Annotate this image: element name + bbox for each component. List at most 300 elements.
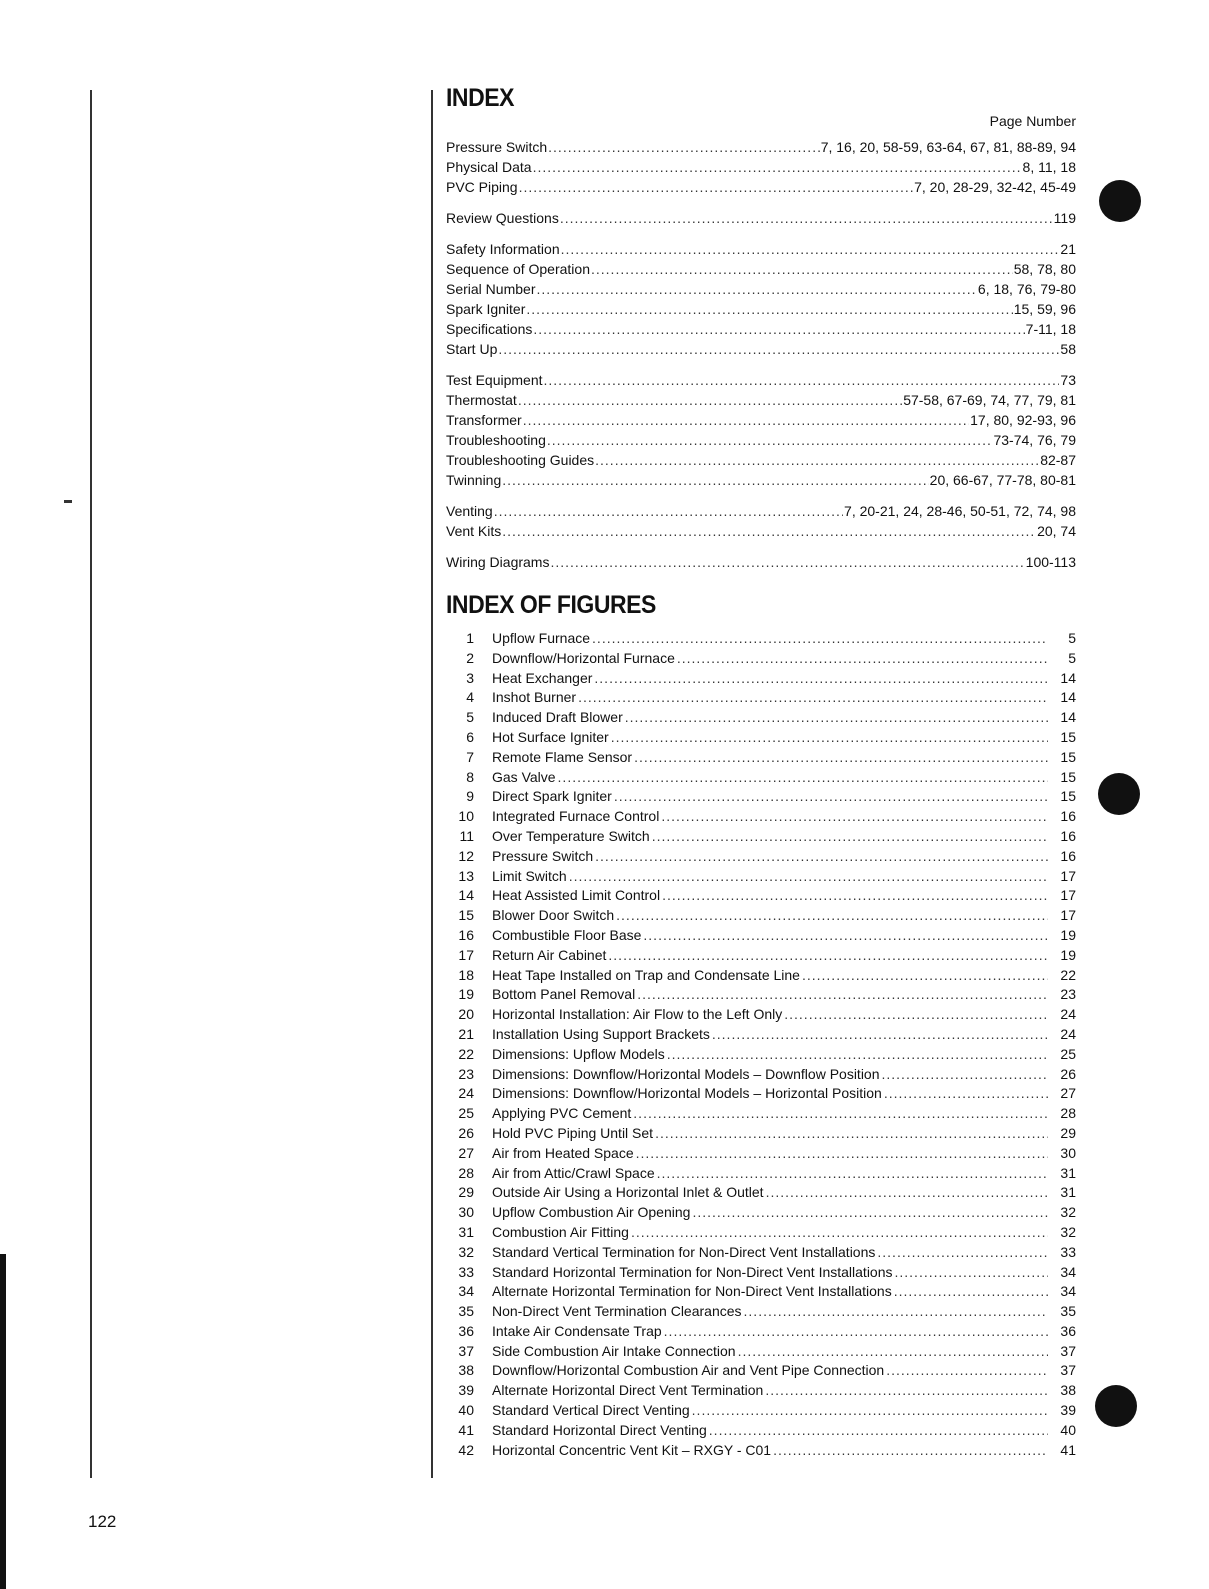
figure-page: 31 bbox=[1060, 1164, 1076, 1181]
index-pages: 73 bbox=[1060, 372, 1076, 388]
figure-number: 17 bbox=[458, 946, 474, 963]
page-number: 122 bbox=[88, 1512, 117, 1531]
dot-leader bbox=[498, 339, 1059, 359]
dot-leader bbox=[744, 1302, 1048, 1322]
figure-entry bbox=[446, 867, 1076, 887]
index-term: Wiring Diagrams bbox=[446, 554, 550, 570]
figure-number: 4 bbox=[466, 689, 474, 706]
dot-leader bbox=[886, 1361, 1048, 1381]
dot-leader bbox=[884, 1084, 1048, 1104]
figure-page: 40 bbox=[1060, 1421, 1076, 1438]
figure-entry bbox=[446, 1361, 1076, 1381]
index-term: Troubleshooting Guides bbox=[446, 452, 595, 468]
figure-title: Limit Switch bbox=[492, 867, 567, 884]
figure-entry bbox=[446, 1144, 1076, 1164]
figure-title: Downflow/Horizontal Combustion Air and Vent Pipe Connection bbox=[492, 1362, 885, 1379]
margin-tick-mark bbox=[64, 500, 72, 503]
index-pages: 7, 16, 20, 58-59, 63-64, 67, 81, 88-89, 94 bbox=[820, 139, 1076, 155]
figure-entry bbox=[446, 1322, 1076, 1342]
figure-number: 31 bbox=[458, 1223, 474, 1240]
figure-title: Gas Valve bbox=[492, 768, 556, 785]
figure-entry bbox=[446, 688, 1076, 708]
figure-number: 14 bbox=[458, 887, 474, 904]
figure-entry bbox=[446, 1084, 1076, 1104]
figure-number: 24 bbox=[458, 1085, 474, 1102]
figure-number: 27 bbox=[458, 1144, 474, 1161]
figure-title: Standard Vertical Termination for Non-Direct Vent Installations bbox=[492, 1243, 876, 1260]
figure-page: 37 bbox=[1060, 1362, 1076, 1379]
index-term: Venting bbox=[446, 503, 493, 519]
figure-page: 14 bbox=[1060, 689, 1076, 706]
figure-entry bbox=[446, 669, 1076, 689]
dot-leader bbox=[595, 847, 1048, 867]
index-pages: 58, 78, 80 bbox=[1013, 261, 1076, 277]
figure-page: 23 bbox=[1060, 986, 1076, 1003]
index-term: Spark Igniter bbox=[446, 301, 526, 317]
figure-page: 17 bbox=[1060, 867, 1076, 884]
figure-number: 38 bbox=[458, 1362, 474, 1379]
index-entry bbox=[446, 339, 1076, 359]
figure-number: 20 bbox=[458, 1006, 474, 1023]
figure-entry bbox=[446, 728, 1076, 748]
figure-entry bbox=[446, 985, 1076, 1005]
figure-number: 7 bbox=[466, 748, 474, 765]
index-term: Specifications bbox=[446, 321, 533, 337]
figure-number: 19 bbox=[458, 986, 474, 1003]
figure-number: 5 bbox=[466, 709, 474, 726]
figure-entry bbox=[446, 847, 1076, 867]
index-pages: 100-113 bbox=[1025, 554, 1076, 570]
dot-leader bbox=[536, 279, 976, 299]
dot-leader bbox=[664, 1322, 1048, 1342]
dot-leader bbox=[692, 1401, 1048, 1421]
figure-title: Blower Door Switch bbox=[492, 907, 615, 924]
index-entry bbox=[446, 239, 1076, 259]
figure-number: 13 bbox=[458, 867, 474, 884]
figure-entry bbox=[446, 768, 1076, 788]
figure-title: Remote Flame Sensor bbox=[492, 748, 633, 765]
scan-edge-shadow bbox=[0, 1254, 6, 1589]
figure-number: 3 bbox=[466, 669, 474, 686]
dot-leader bbox=[547, 430, 993, 450]
figure-entry bbox=[446, 906, 1076, 926]
figure-page: 16 bbox=[1060, 808, 1076, 825]
figure-page: 34 bbox=[1060, 1283, 1076, 1300]
dot-leader bbox=[657, 1164, 1048, 1184]
figure-title: Combustible Floor Base bbox=[492, 926, 642, 943]
index-pages: 7, 20-21, 24, 28-46, 50-51, 72, 74, 98 bbox=[844, 503, 1076, 519]
figure-page: 22 bbox=[1060, 966, 1076, 983]
figure-title: Induced Draft Blower bbox=[492, 709, 623, 726]
column-divider-rule bbox=[431, 90, 433, 1478]
dot-leader bbox=[738, 1342, 1048, 1362]
figure-title: Standard Horizontal Direct Venting bbox=[492, 1421, 707, 1438]
figure-number: 18 bbox=[458, 966, 474, 983]
figure-title: Upflow Furnace bbox=[492, 630, 591, 646]
figure-page: 19 bbox=[1060, 926, 1076, 943]
index-entry bbox=[446, 390, 1076, 410]
index-term: Start Up bbox=[446, 341, 498, 357]
index-entry bbox=[446, 177, 1076, 197]
dot-leader bbox=[550, 552, 1024, 572]
index-pages: 20, 66-67, 77-78, 80-81 bbox=[929, 472, 1076, 488]
figure-page: 34 bbox=[1060, 1263, 1076, 1280]
dot-leader bbox=[634, 748, 1048, 768]
figure-page: 33 bbox=[1060, 1243, 1076, 1260]
figure-entry bbox=[446, 1065, 1076, 1085]
figure-number: 15 bbox=[458, 907, 474, 924]
figure-number: 34 bbox=[458, 1283, 474, 1300]
index-group-gap bbox=[446, 228, 1076, 239]
index-list bbox=[446, 137, 1076, 572]
figure-page: 17 bbox=[1060, 907, 1076, 924]
dot-leader bbox=[655, 1124, 1048, 1144]
figure-page: 27 bbox=[1060, 1085, 1076, 1102]
figure-entry bbox=[446, 926, 1076, 946]
index-entry bbox=[446, 450, 1076, 470]
figure-page: 5 bbox=[1068, 630, 1076, 646]
figure-page: 25 bbox=[1060, 1045, 1076, 1062]
index-group-gap bbox=[446, 197, 1076, 208]
dot-leader bbox=[526, 299, 1012, 319]
index-group-gap bbox=[446, 541, 1076, 552]
left-margin-rule bbox=[90, 90, 92, 1478]
dot-leader bbox=[502, 521, 1036, 541]
dot-leader bbox=[765, 1381, 1048, 1401]
index-pages: 8, 11, 18 bbox=[1022, 159, 1076, 175]
dot-leader bbox=[611, 728, 1048, 748]
figure-entry bbox=[446, 1104, 1076, 1124]
figure-number: 25 bbox=[458, 1105, 474, 1122]
binder-hole-middle bbox=[1098, 773, 1140, 815]
figure-number: 26 bbox=[458, 1124, 474, 1141]
figure-page: 17 bbox=[1060, 887, 1076, 904]
dot-leader bbox=[633, 1104, 1048, 1124]
figure-title: Non-Direct Vent Termination Clearances bbox=[492, 1303, 742, 1320]
index-pages: 7-11, 18 bbox=[1025, 321, 1076, 337]
figure-number: 2 bbox=[466, 649, 474, 666]
dot-leader bbox=[544, 370, 1060, 390]
dot-leader bbox=[667, 1045, 1048, 1065]
figure-page: 38 bbox=[1060, 1382, 1076, 1399]
dot-leader bbox=[560, 208, 1053, 228]
figure-entry bbox=[446, 1282, 1076, 1302]
figure-number: 23 bbox=[458, 1065, 474, 1082]
figure-title: Horizontal Installation: Air Flow to the Left Only bbox=[492, 1006, 783, 1023]
figure-title: Air from Attic/Crawl Space bbox=[492, 1164, 655, 1181]
figure-page: 24 bbox=[1060, 1006, 1076, 1023]
figure-number: 22 bbox=[458, 1045, 474, 1062]
figure-page: 15 bbox=[1060, 788, 1076, 805]
figure-page: 15 bbox=[1060, 768, 1076, 785]
figure-entry bbox=[446, 1164, 1076, 1184]
index-group-gap bbox=[446, 490, 1076, 501]
figure-number: 30 bbox=[458, 1204, 474, 1221]
figure-page: 39 bbox=[1060, 1402, 1076, 1419]
figure-page: 26 bbox=[1060, 1065, 1076, 1082]
figure-number: 9 bbox=[466, 788, 474, 805]
figure-entry bbox=[446, 1025, 1076, 1045]
dot-leader bbox=[614, 787, 1048, 807]
figure-title: Intake Air Condensate Trap bbox=[492, 1322, 662, 1339]
figure-entry bbox=[446, 1203, 1076, 1223]
figure-entry bbox=[446, 1441, 1076, 1461]
figure-page: 37 bbox=[1060, 1342, 1076, 1359]
figure-title: Dimensions: Downflow/Horizontal Models – Horizontal Position bbox=[492, 1085, 882, 1102]
figure-page: 31 bbox=[1060, 1184, 1076, 1201]
figure-number: 21 bbox=[458, 1025, 474, 1042]
figure-entry bbox=[446, 886, 1076, 906]
index-pages: 20, 74 bbox=[1037, 523, 1076, 539]
dot-leader bbox=[712, 1025, 1048, 1045]
figure-number: 33 bbox=[458, 1263, 474, 1280]
index-entry bbox=[446, 208, 1076, 228]
figure-page: 15 bbox=[1060, 748, 1076, 765]
index-title: INDEX bbox=[446, 84, 514, 112]
dot-leader bbox=[519, 177, 914, 197]
index-pages: 15, 59, 96 bbox=[1013, 301, 1076, 317]
index-term: Review Questions bbox=[446, 210, 559, 226]
dot-leader bbox=[882, 1065, 1049, 1085]
figure-number: 29 bbox=[458, 1184, 474, 1201]
index-term: Test Equipment bbox=[446, 372, 543, 388]
dot-leader bbox=[518, 390, 902, 410]
dot-leader bbox=[692, 1203, 1048, 1223]
figure-page: 14 bbox=[1060, 669, 1076, 686]
figure-entry bbox=[446, 1243, 1076, 1263]
figure-entry bbox=[446, 946, 1076, 966]
dot-leader bbox=[643, 926, 1048, 946]
figure-page: 19 bbox=[1060, 946, 1076, 963]
dot-leader bbox=[637, 985, 1048, 1005]
index-pages: 6, 18, 76, 79-80 bbox=[977, 281, 1076, 297]
figure-entry bbox=[446, 1263, 1076, 1283]
figure-number: 16 bbox=[458, 926, 474, 943]
figure-title: Alternate Horizontal Termination for Non-Direct Vent Installations bbox=[492, 1283, 892, 1300]
index-pages: 57-58, 67-69, 74, 77, 79, 81 bbox=[903, 392, 1076, 408]
figure-title: Standard Horizontal Termination for Non-Direct Vent Installations bbox=[492, 1263, 893, 1280]
index-pages: 7, 20, 28-29, 32-42, 45-49 bbox=[914, 179, 1076, 195]
index-entry bbox=[446, 470, 1076, 490]
index-pages: 73-74, 76, 79 bbox=[993, 432, 1076, 448]
dot-leader bbox=[561, 239, 1060, 259]
dot-leader bbox=[662, 886, 1048, 906]
dot-leader bbox=[533, 157, 1022, 177]
index-term: PVC Piping bbox=[446, 179, 518, 195]
index-entry bbox=[446, 430, 1076, 450]
figure-entry bbox=[446, 748, 1076, 768]
figure-entry bbox=[446, 629, 1076, 649]
figure-title: Air from Heated Space bbox=[492, 1144, 634, 1161]
dot-leader bbox=[548, 137, 820, 157]
figure-entry bbox=[446, 708, 1076, 728]
figure-entry bbox=[446, 649, 1076, 669]
figure-title: Over Temperature Switch bbox=[492, 827, 650, 844]
index-term: Thermostat bbox=[446, 392, 517, 408]
figure-entry bbox=[446, 1302, 1076, 1322]
figure-entry bbox=[446, 1401, 1076, 1421]
figure-title: Side Combustion Air Intake Connection bbox=[492, 1342, 736, 1359]
figure-title: Dimensions: Upflow Models bbox=[492, 1045, 665, 1062]
dot-leader bbox=[773, 1441, 1048, 1461]
figure-page: 32 bbox=[1060, 1223, 1076, 1240]
figure-number: 40 bbox=[458, 1402, 474, 1419]
figure-title: Heat Assisted Limit Control bbox=[492, 887, 661, 904]
figure-entry bbox=[446, 787, 1076, 807]
figures-list bbox=[446, 629, 1076, 1460]
figure-title: Return Air Cabinet bbox=[492, 946, 607, 963]
figure-page: 28 bbox=[1060, 1105, 1076, 1122]
figure-title: Alternate Horizontal Direct Vent Termination bbox=[492, 1382, 764, 1399]
figure-number: 10 bbox=[458, 808, 474, 825]
figure-number: 39 bbox=[458, 1382, 474, 1399]
figure-page: 29 bbox=[1060, 1124, 1076, 1141]
figure-entry bbox=[446, 807, 1076, 827]
index-entry bbox=[446, 370, 1076, 390]
dot-leader bbox=[494, 501, 843, 521]
binder-hole-top bbox=[1099, 180, 1141, 222]
dot-leader bbox=[784, 1005, 1048, 1025]
dot-leader bbox=[877, 1243, 1048, 1263]
figure-number: 36 bbox=[458, 1322, 474, 1339]
index-term: Sequence of Operation bbox=[446, 261, 590, 277]
figure-page: 16 bbox=[1060, 827, 1076, 844]
figure-entry bbox=[446, 1421, 1076, 1441]
figure-number: 42 bbox=[458, 1441, 474, 1458]
figure-page: 5 bbox=[1068, 649, 1076, 666]
figure-title: Direct Spark Igniter bbox=[492, 788, 612, 805]
dot-leader bbox=[592, 629, 1048, 649]
dot-leader bbox=[894, 1282, 1048, 1302]
index-entry bbox=[446, 552, 1076, 572]
index-entry bbox=[446, 137, 1076, 157]
index-entry bbox=[446, 319, 1076, 339]
index-term: Pressure Switch bbox=[446, 139, 548, 155]
dot-leader bbox=[631, 1223, 1048, 1243]
figure-title: Outside Air Using a Horizontal Inlet & Outlet bbox=[492, 1184, 764, 1201]
figure-entry bbox=[446, 1183, 1076, 1203]
index-term: Twinning bbox=[446, 472, 502, 488]
figure-title: Bottom Panel Removal bbox=[492, 986, 636, 1003]
dot-leader bbox=[661, 807, 1048, 827]
figure-page: 14 bbox=[1060, 709, 1076, 726]
figure-title: Standard Vertical Direct Venting bbox=[492, 1402, 690, 1419]
figure-number: 32 bbox=[458, 1243, 474, 1260]
index-content bbox=[446, 84, 1076, 1460]
figure-page: 16 bbox=[1060, 847, 1076, 864]
dot-leader bbox=[523, 410, 969, 430]
figure-number: 6 bbox=[466, 728, 474, 745]
figure-number: 28 bbox=[458, 1164, 474, 1181]
dot-leader bbox=[709, 1421, 1048, 1441]
index-term: Transformer bbox=[446, 412, 522, 428]
dot-leader bbox=[802, 966, 1048, 986]
index-pages: 58 bbox=[1060, 341, 1076, 357]
figure-page: 24 bbox=[1060, 1025, 1076, 1042]
index-entry bbox=[446, 279, 1076, 299]
dot-leader bbox=[616, 906, 1048, 926]
figure-number: 11 bbox=[459, 827, 474, 844]
index-term: Troubleshooting bbox=[446, 432, 546, 448]
figure-title: Installation Using Support Brackets bbox=[492, 1025, 710, 1042]
figure-page: 35 bbox=[1060, 1303, 1076, 1320]
dot-leader bbox=[569, 867, 1048, 887]
index-entry bbox=[446, 521, 1076, 541]
index-entry bbox=[446, 299, 1076, 319]
figure-number: 35 bbox=[458, 1303, 474, 1320]
dot-leader bbox=[533, 319, 1024, 339]
figure-title: Applying PVC Cement bbox=[492, 1105, 632, 1122]
figure-page: 30 bbox=[1060, 1144, 1076, 1161]
figure-title: Integrated Furnace Control bbox=[492, 808, 660, 825]
dot-leader bbox=[625, 708, 1048, 728]
dot-leader bbox=[502, 470, 928, 490]
dot-leader bbox=[636, 1144, 1048, 1164]
index-entry bbox=[446, 501, 1076, 521]
dot-leader bbox=[595, 450, 1039, 470]
index-term: Serial Number bbox=[446, 281, 536, 297]
dot-leader bbox=[677, 649, 1048, 669]
index-entry bbox=[446, 157, 1076, 177]
figure-entry bbox=[446, 966, 1076, 986]
dot-leader bbox=[766, 1183, 1048, 1203]
figure-entry bbox=[446, 827, 1076, 847]
dot-leader bbox=[594, 669, 1048, 689]
figure-title: Hold PVC Piping Until Set bbox=[492, 1124, 654, 1141]
figure-number: 1 bbox=[466, 630, 474, 646]
figure-entry bbox=[446, 1045, 1076, 1065]
page-number-column-label: Page Number bbox=[989, 113, 1076, 129]
figure-number: 41 bbox=[458, 1421, 474, 1438]
dot-leader bbox=[591, 259, 1013, 279]
figure-page: 36 bbox=[1060, 1322, 1076, 1339]
figure-entry bbox=[446, 1381, 1076, 1401]
figure-entry bbox=[446, 1223, 1076, 1243]
figure-title: Heat Exchanger bbox=[492, 669, 593, 686]
figure-title: Upflow Combustion Air Opening bbox=[492, 1204, 691, 1221]
index-pages: 21 bbox=[1060, 241, 1076, 257]
index-pages: 17, 80, 92-93, 96 bbox=[970, 412, 1076, 428]
figure-title: Horizontal Concentric Vent Kit – RXGY - C01 bbox=[492, 1441, 772, 1458]
index-term: Vent Kits bbox=[446, 523, 502, 539]
figure-title: Hot Surface Igniter bbox=[492, 728, 609, 745]
figure-page: 15 bbox=[1060, 728, 1076, 745]
figure-entry bbox=[446, 1124, 1076, 1144]
figure-title: Dimensions: Downflow/Horizontal Models – Downflow Position bbox=[492, 1065, 880, 1082]
figure-number: 37 bbox=[458, 1342, 474, 1359]
figure-title: Combustion Air Fitting bbox=[492, 1223, 629, 1240]
figure-title: Pressure Switch bbox=[492, 847, 594, 864]
figure-page: 32 bbox=[1060, 1204, 1076, 1221]
dot-leader bbox=[608, 946, 1048, 966]
index-group-gap bbox=[446, 359, 1076, 370]
figure-entry bbox=[446, 1005, 1076, 1025]
figure-page: 41 bbox=[1060, 1441, 1076, 1458]
figure-number: 8 bbox=[466, 768, 474, 785]
figures-title: INDEX OF FIGURES bbox=[446, 591, 656, 619]
index-entry bbox=[446, 259, 1076, 279]
figure-entry bbox=[446, 1342, 1076, 1362]
figure-title: Inshot Burner bbox=[492, 689, 577, 706]
index-term: Safety Information bbox=[446, 241, 560, 257]
figure-title: Heat Tape Installed on Trap and Condensate Line bbox=[492, 966, 800, 983]
figure-title: Downflow/Horizontal Furnace bbox=[492, 649, 675, 666]
dot-leader bbox=[895, 1263, 1049, 1283]
dot-leader bbox=[652, 827, 1048, 847]
index-entry bbox=[446, 410, 1076, 430]
binder-hole-bottom bbox=[1095, 1385, 1137, 1427]
index-pages: 119 bbox=[1053, 210, 1076, 226]
